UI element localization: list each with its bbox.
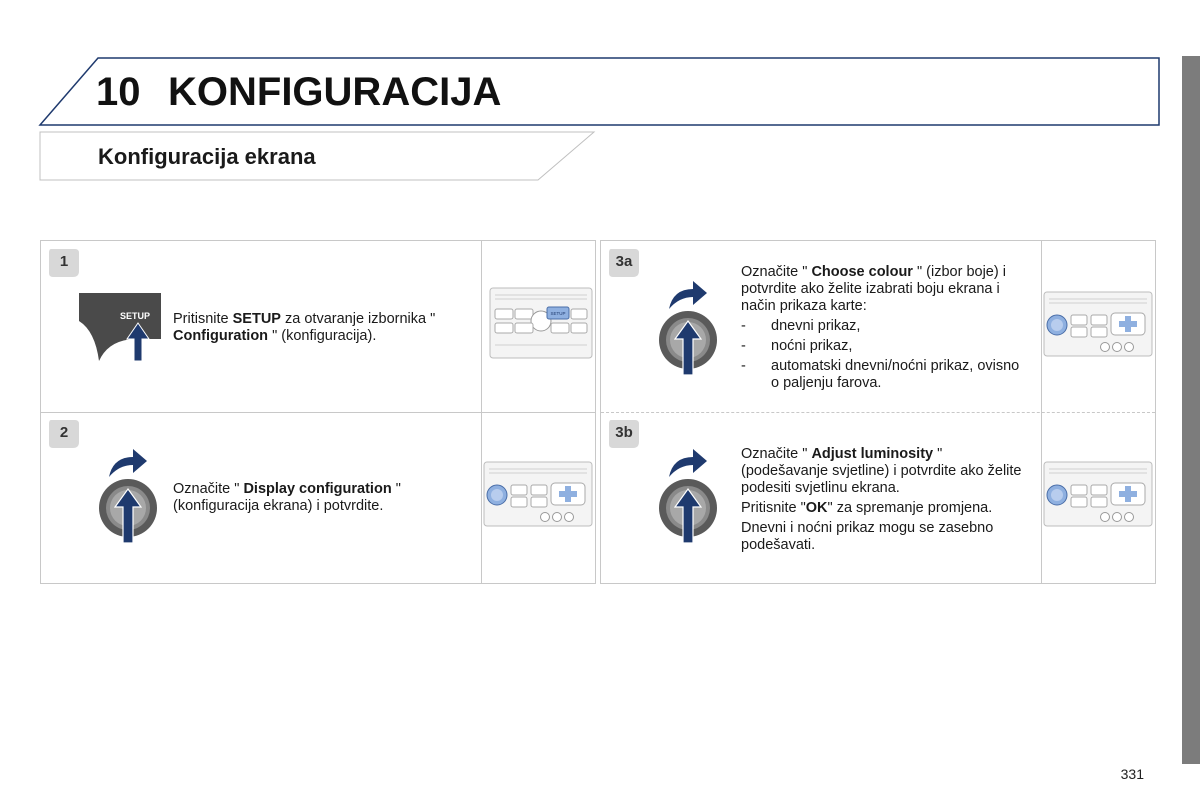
step-3b-paragraph-2: [741, 500, 1031, 517]
steps-card-left: [40, 240, 596, 584]
rotary-knob-icon[interactable]: [657, 477, 719, 545]
step-3b-paragraph-1: [741, 446, 1031, 497]
list-marker: -: [741, 318, 746, 334]
list-item: [741, 338, 1031, 355]
step-3a-text: [741, 264, 1031, 395]
step-3b-p2-a: Pritisnite ": [741, 500, 806, 516]
step-1-text-a: Pritisnite: [173, 311, 233, 327]
step-2-text-a: Označite ": [173, 481, 244, 497]
rotate-arrow-icon: [105, 447, 149, 479]
steps-card-right: [600, 240, 1156, 584]
list-item-text: automatski dnevni/noćni prikaz, ovisno o paljenju farova.: [771, 358, 1020, 391]
list-item: [741, 318, 1031, 335]
step-3a-paragraph: [741, 264, 1031, 315]
setup-button-label: SETUP: [119, 311, 151, 321]
card-divider-horizontal: [41, 412, 595, 413]
step-1-bold-setup: SETUP: [232, 311, 281, 327]
step-3a-text-a: Označite ": [741, 264, 812, 280]
radio-panel-icon: [1043, 291, 1153, 357]
step-3b-text: [741, 446, 1031, 557]
step-badge-2-label: 2: [59, 424, 69, 441]
chapter-number: 10: [96, 70, 141, 114]
step-3b-paragraph-3: Dnevni i noćni prikaz mogu se zasebno podešavati.: [741, 520, 994, 553]
section-title: Konfiguracija ekrana: [98, 144, 316, 169]
panel-setup-label: SETUP: [550, 311, 566, 316]
step-badge-3a-label: 3a: [615, 253, 633, 270]
step-3a-bold: Choose colour: [811, 264, 913, 280]
step-1-text-c: " (konfiguracija).: [272, 328, 377, 344]
step-2-text: [173, 481, 443, 515]
chapter-side-tab: [1182, 56, 1200, 764]
step-3a-text-b: " (izbor boje) i potvrdite ako želite izabrati boju ekrana i način prikaza karte:: [741, 264, 1006, 314]
step-3b-p2-b: " za spremanje promjena.: [827, 500, 993, 516]
step-1-text-b: za otvaranje izbornika ": [280, 311, 436, 327]
list-item: [741, 358, 1031, 392]
card-divider-dashed: [601, 412, 1155, 413]
list-marker: -: [741, 338, 746, 354]
step-1-bold-configuration: Configuration: [173, 328, 273, 344]
rotary-knob-icon[interactable]: [97, 477, 159, 545]
step-3b-text-a: Označite ": [741, 446, 812, 462]
step-3b-bold: Adjust luminosity: [811, 446, 934, 462]
radio-panel-icon: [1043, 461, 1153, 527]
chapter-title: KONFIGURACIJA: [168, 70, 502, 114]
step-badge-1-label: 1: [59, 253, 69, 270]
radio-panel-icon: [483, 461, 593, 527]
press-arrow-icon: [125, 321, 151, 363]
page-number: 331: [1120, 766, 1144, 782]
step-badge-3b-label: 3b: [615, 424, 633, 441]
radio-panel-icon: [489, 287, 593, 359]
rotary-knob-icon[interactable]: [657, 309, 719, 377]
rotate-arrow-icon: [665, 447, 709, 479]
step-3a-list: [741, 318, 1031, 392]
step-1-text: [173, 311, 473, 345]
list-marker: -: [741, 358, 746, 374]
list-item-text: dnevni prikaz,: [771, 318, 861, 334]
rotate-arrow-icon: [665, 279, 709, 311]
step-2-bold: Display configuration: [243, 481, 392, 497]
list-item-text: noćni prikaz,: [771, 338, 853, 354]
step-3b-p2-bold: OK: [805, 500, 828, 516]
step-3b-text-b: " (podešavanje svjetline) i potvrdite ako želite podesiti svjetlinu ekrana.: [741, 446, 1022, 496]
step-2-text-b: " (konfiguracija ekrana) i potvrdite.: [173, 481, 401, 514]
